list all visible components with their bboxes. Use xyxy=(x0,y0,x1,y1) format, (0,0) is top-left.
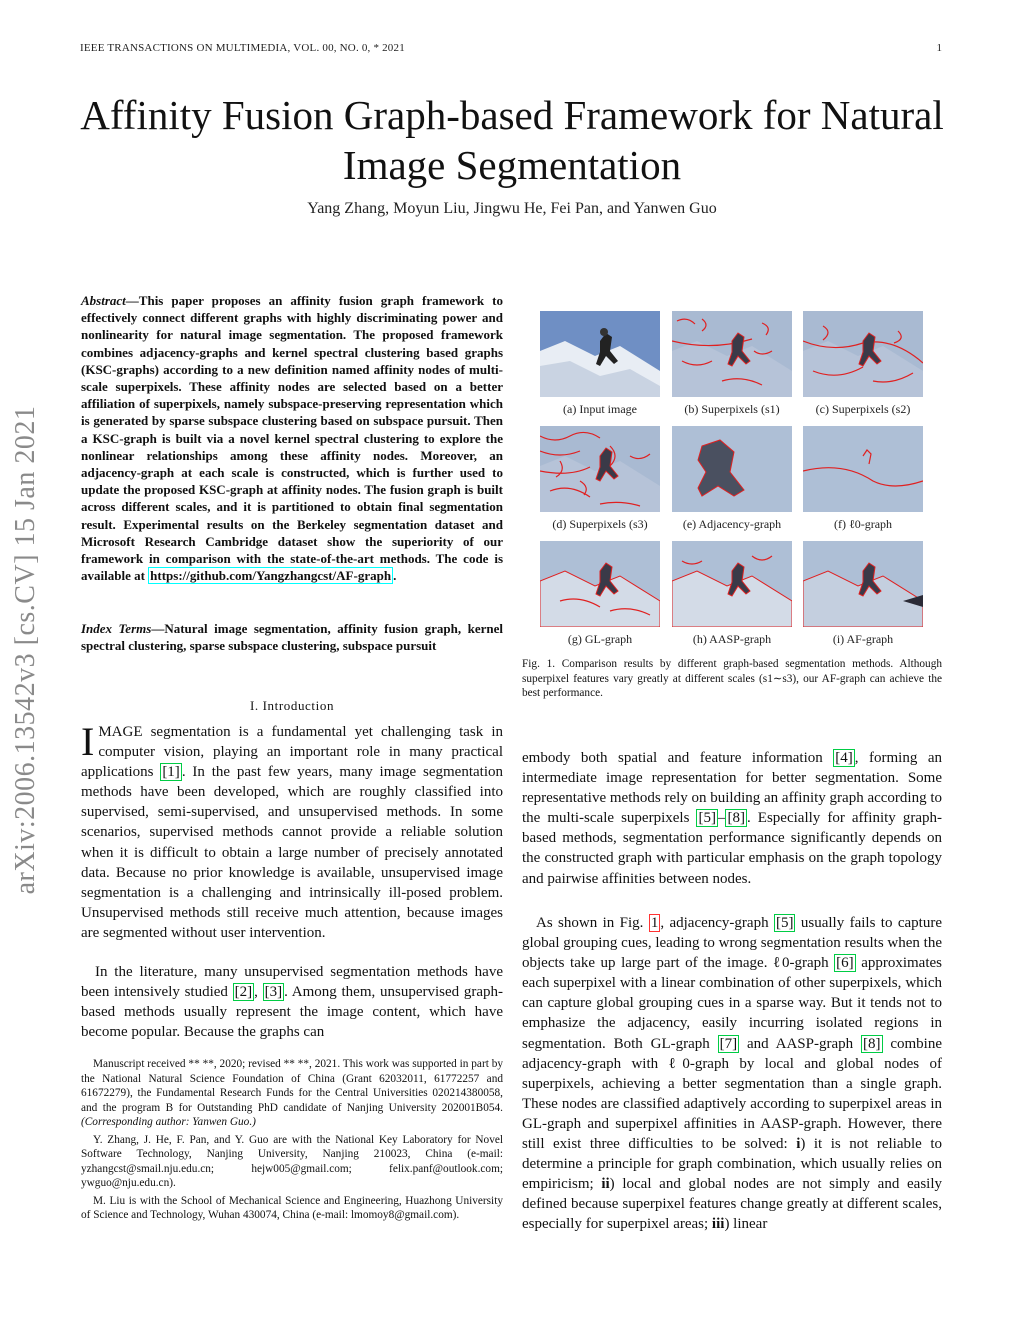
right-text-1c: . Especially for affinity graph-based methods, segmentation performance significantly depends on the constructed graph with particular emphasis on the graph topology and pairwise affinities between nodes. xyxy=(522,810,942,887)
intro-sep: , xyxy=(254,984,263,1001)
fig-image-superpixels-s3 xyxy=(540,426,660,512)
drop-cap: I xyxy=(81,719,95,764)
fig-image-superpixels-s2 xyxy=(803,311,923,397)
intro-text-2b: . Among them, unsupervised graph-based methods usually represent the image content, which have become popular. Because the graphs can xyxy=(81,984,504,1041)
running-header: IEEE TRANSACTIONS ON MULTIMEDIA, VOL. 00, NO. 0, * 2021 xyxy=(80,42,405,54)
footnote-1-text: Manuscript received ** **, 2020; revised ** **, 2021. This work was supported in part by the National Natural Science Foundation of China (Grant 62032011, 61772257 and 61672279), the Fundamental Research Funds for the Central Universities 020214380058, and the program B for Outstanding PhD candidate of Nanjing University 202001B054. xyxy=(81,1058,503,1114)
citation-8b[interactable]: [8] xyxy=(863,1035,881,1052)
citation-6[interactable]: [6] xyxy=(836,955,854,972)
citation-4[interactable]: [4] xyxy=(835,750,853,766)
right-text-2b: , adjacency-graph xyxy=(660,915,774,931)
fig-image-adjacency-graph xyxy=(672,426,792,512)
caption-b: (b) Superpixels (s1) xyxy=(684,402,780,416)
right-text-2g: ) it is not reliable to determine a principle for graph combination, which usually relies on empiricism; xyxy=(522,1136,942,1193)
abstract-text: —This paper proposes an affinity fusion graph framework to effectively connect different graphs with highly discriminating power and nonlinearity for natural image segmentation. The proposed framework combines adjacency-graphs and kernel spectral clustering based graphs (KSC-graphs) according to a new definition named affinity nodes of multi-scale superpixels. These affinity nodes are selected based on a better affiliation of superpixels, namely subspace-preserving representation which is generated by sparse subspace clustering based on subspace pursuit. Then a KSC-graph is built via a novel kernel spectral clustering to explore the nonlinear relationships among these affinity nodes. Moreover, an adjacency-graph at each scale is constructed, which is further used to update the proposed KSC-graph at affinity nodes. The fusion graph is built across different scales, and it is partitioned to obtain final segmentation result. Experimental results on the Berkeley segmentation dataset and Microsoft Research Cambridge dataset show the superiority of our framework in comparison with the state-of-the-art methods. The code is available at xyxy=(81,293,503,584)
caption-i: (i) AF-graph xyxy=(832,632,894,646)
fig-image-af-graph xyxy=(803,541,923,627)
citation-5[interactable]: [5] xyxy=(698,810,716,827)
caption-h: (h) AASP-graph xyxy=(692,632,772,646)
right-text-1b: , forming an intermediate image representation for better segmentation. Some representative methods rely on building an affinity graph according to the multi-scale superpixels xyxy=(522,750,943,827)
right-text-2i: ) linear xyxy=(724,1216,768,1233)
item-iii: iii xyxy=(711,1216,725,1233)
title-line-2: Image Segmentation xyxy=(342,142,682,188)
fig-image-input xyxy=(540,311,660,397)
fig-image-superpixels-s1 xyxy=(672,311,792,397)
citation-7[interactable]: [7] xyxy=(719,1035,738,1052)
author-list: Yang Zhang, Moyun Liu, Jingwu He, Fei Pan, and Yanwen Guo xyxy=(307,200,717,217)
footnotes xyxy=(81,1057,503,1226)
range-dash: – xyxy=(717,810,726,827)
fig-image-gl-graph xyxy=(540,541,660,627)
caption-e: (e) Adjacency-graph xyxy=(682,517,782,531)
right-text-1a: embody both spatial and feature information xyxy=(522,750,834,766)
citation-1[interactable]: [1] xyxy=(162,764,180,781)
arxiv-stamp: arXiv:2006.13542v3 [cs.CV] 15 Jan 2021 xyxy=(10,405,41,895)
abstract-lead: Abstract xyxy=(81,293,126,308)
section-heading: I. Introduction xyxy=(249,698,335,713)
figure-ref-1[interactable]: 1 xyxy=(650,915,659,931)
caption-c: (c) Superpixels (s2) xyxy=(815,402,911,416)
right-text-2h: ) local and global nodes are not simply and easily defined because superpixel features change greatly at different scales, especially for superpixel areas; xyxy=(522,1176,942,1233)
caption-g: (g) GL-graph xyxy=(567,632,633,646)
code-link[interactable]: https://github.com/Yangzhangcst/AF-graph xyxy=(150,568,392,584)
index-terms-text: —Natural image segmentation, affinity fusion graph, kernel spectral clustering, sparse subspace clustering, subspace pursuit xyxy=(81,621,503,654)
abstract-end: . xyxy=(393,568,397,584)
right-paragraph-2 xyxy=(522,913,942,1235)
intro-paragraph-1 xyxy=(81,719,503,943)
citation-8[interactable]: [8] xyxy=(727,810,745,827)
footnote-2: Y. Zhang, J. He, F. Pan, and Y. Guo are with the National Key Laboratory for Novel Software Technology, Nanjing University, Nanjing 210023, China (e-mail: yzhangcst@smail.nju.edu.cn; hejw005@gmail.com; felix.panf@outlook.com; ywguo@nju.edu.cn). xyxy=(81,1133,503,1189)
abstract xyxy=(81,292,503,584)
footnote-1 xyxy=(81,1057,503,1130)
index-terms xyxy=(81,620,503,654)
item-ii: ii xyxy=(601,1176,610,1193)
right-text-2d: approximates each superpixel with a linear combination of other superpixels, which can capture global grouping cues in a sparse way. But it tends not to emphasize the adjacency, easily incurring isolated regions in segmentation. Both GL-graph xyxy=(522,955,942,1052)
right-text-2a: As shown in Fig. xyxy=(536,915,649,931)
right-text-2f: combine adjacency-graph with ℓ0-graph by local and global nodes of superpixels, achieving a better segmentation than a single graph. These nodes are classified adaptively according to superpixel areas in GL-graph and superpixel affinities in AASP-graph. However, there still exist three difficulties to be solved: xyxy=(522,1035,943,1153)
fig-image-aasp-graph xyxy=(672,541,792,627)
title-line-1: Affinity Fusion Graph-based Framework for Natural xyxy=(80,92,944,138)
right-text-2c: usually fails to capture global grouping cues, leading to wrong segmentation results when the objects take up large part of the image. ℓ0-graph xyxy=(522,915,942,972)
intro-paragraph-2 xyxy=(81,962,503,1042)
footnote-3: M. Liu is with the School of Mechanical Science and Engineering, Huazhong University of Science and Technology, Wuhan 430074, China (e-mail: lmomoy8@gmail.com). xyxy=(81,1194,503,1221)
intro-text-1b: . In the past few years, many image segmentation methods have been developed, which are roughly classified into supervised, semi-supervised, and unsupervised methods. In some scenarios, supervised methods cannot provide a reliable solution when it is difficult to obtain a large number of precisely annotated data. Because no prior knowledge is available, unsupervised image segmentation is a challenging and intrinsically ill-posed problem. Unsupervised methods still receive much attention, because images are segmented without user intervention. xyxy=(81,764,503,941)
page-number: 1 xyxy=(936,42,942,54)
index-terms-lead: Index Terms xyxy=(81,621,152,636)
intro-text-1: MAGE segmentation is a fundamental yet challenging task in computer vision, playing an important role in many practical applications xyxy=(81,724,503,781)
caption-a: (a) Input image xyxy=(563,402,637,416)
paper-title xyxy=(60,90,964,190)
figure-1-caption: Fig. 1. Comparison results by different graph-based segmentation methods. Although superpixel features vary greatly at different scales (s1∼s3), our AF-graph can achieve the best performance. xyxy=(522,658,942,699)
footnote-1-corresponding: (Corresponding author: Yanwen Guo.) xyxy=(81,1116,256,1128)
item-i: i xyxy=(796,1136,801,1153)
citation-3[interactable]: [3] xyxy=(264,984,283,1001)
citation-5b[interactable]: [5] xyxy=(775,915,794,931)
right-paragraph-1 xyxy=(522,748,942,889)
fig-image-l0-graph xyxy=(803,426,923,512)
caption-d: (d) Superpixels (s3) xyxy=(552,517,648,531)
intro-text-2: In the literature, many unsupervised segmentation methods have been intensively studied xyxy=(81,964,503,1001)
right-text-2e: and AASP-graph xyxy=(739,1035,861,1052)
citation-2[interactable]: [2] xyxy=(234,984,253,1001)
caption-f: (f) ℓ0-graph xyxy=(833,517,893,531)
